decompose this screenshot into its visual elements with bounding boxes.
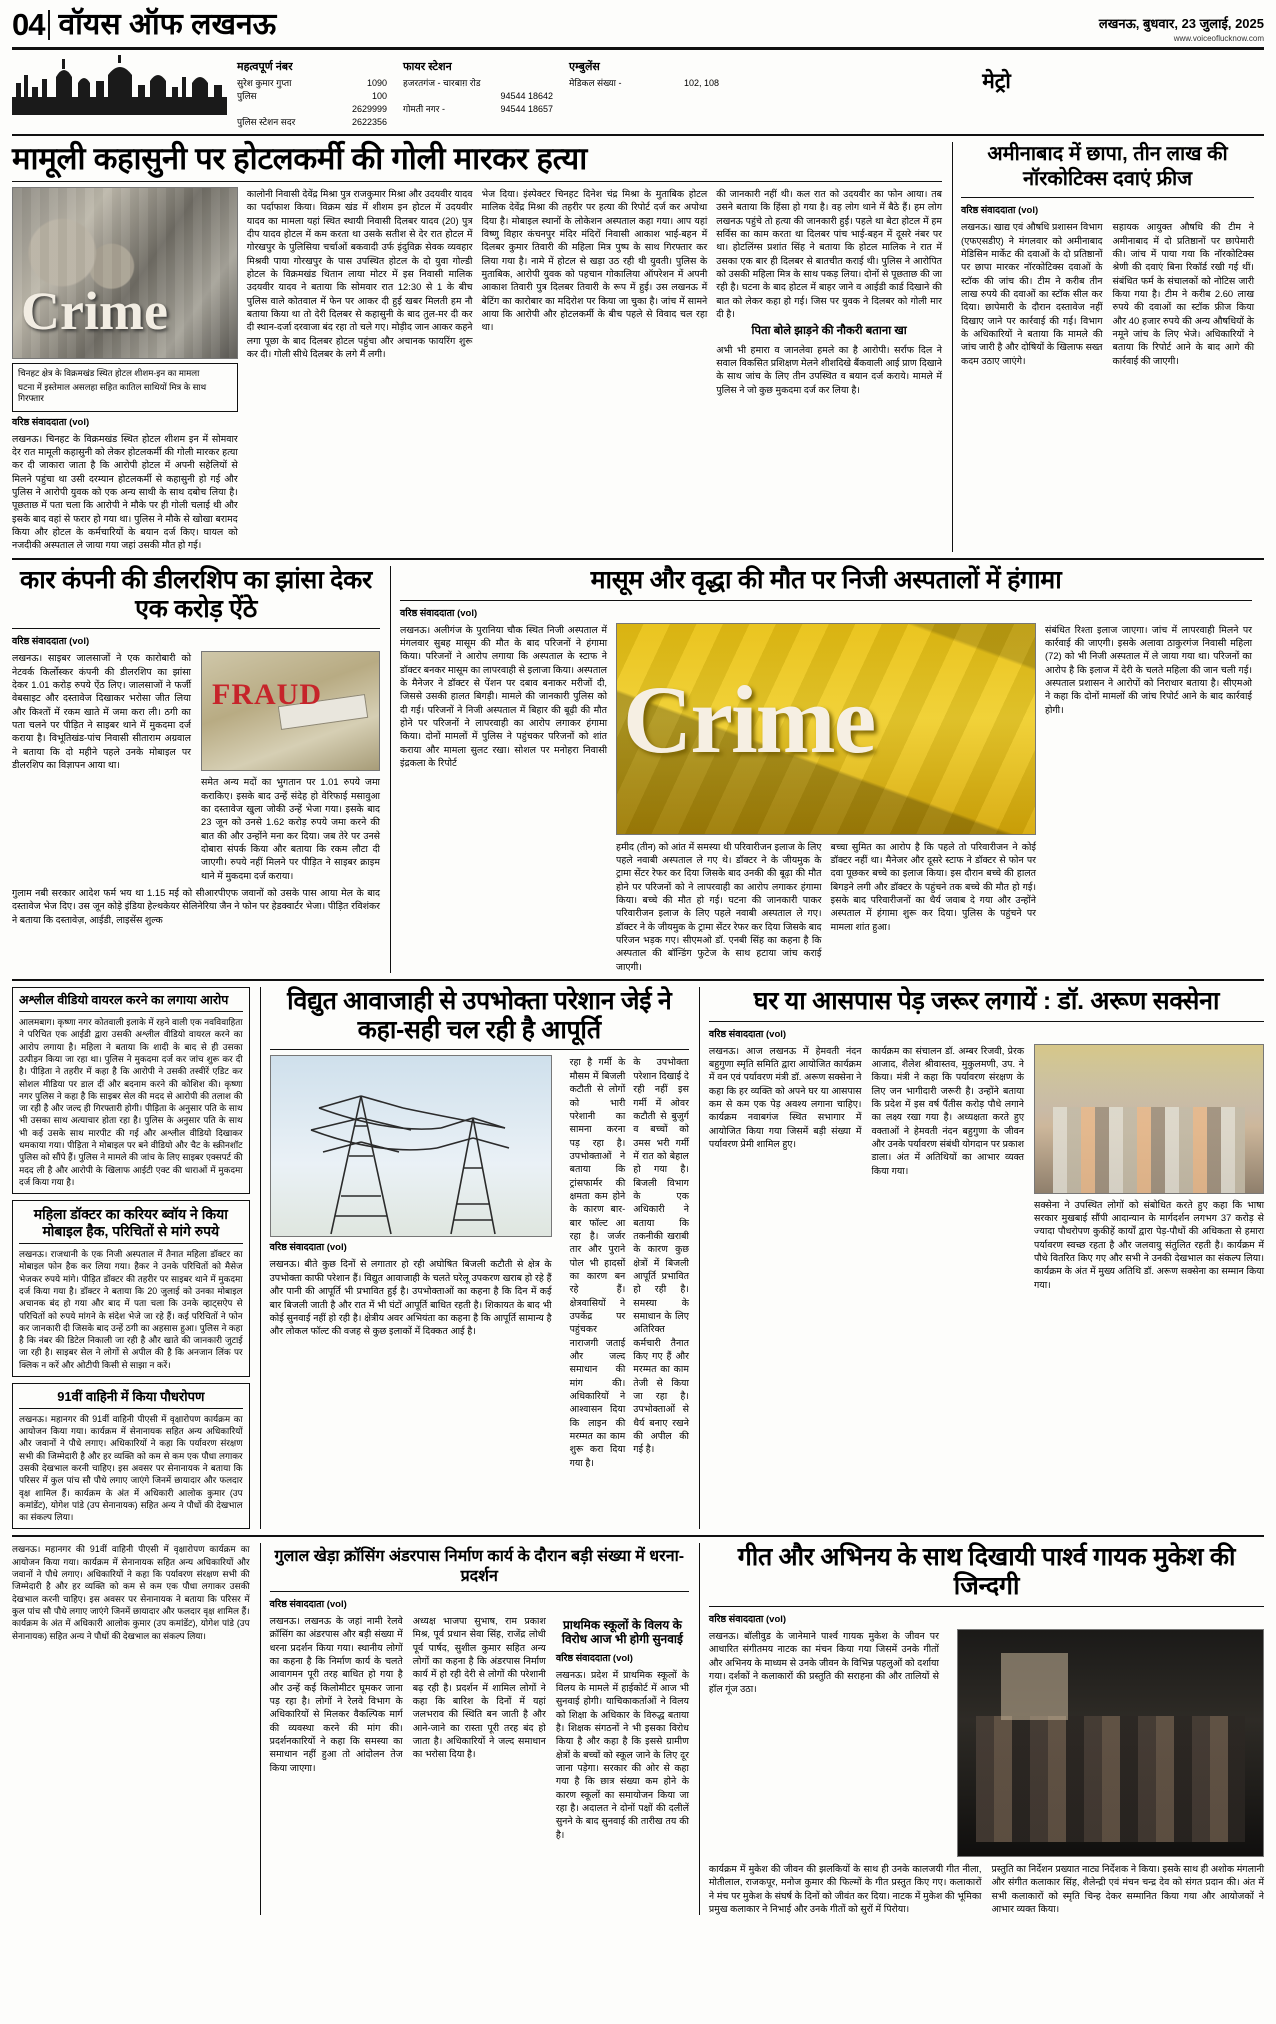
fraud-money-photo: [201, 651, 380, 771]
help-value: 102, 108: [683, 78, 719, 88]
divider: [961, 197, 1254, 198]
trees-body-2: कार्यक्रम का संचालन डॉ. अम्बर रिजवी, प्रेरक आजाद, शैलेश श्रीवास्तव, मुकुलमणी, उप. ने किया। मंत्री ने कहा कि पर्यावरण संरक्षण के लिए जन भागीदारी जरूरी है। उन्होंने बताया कि प्रदेश में इस वर्ष पैंतीस करोड़ पौधे लगाने का लक्ष्य रखा गया है। अध्यक्षता करते हुए वक्ताओं ने हेमवती नंदन बहुगुणा के जीवन और उनके पर्यावरण संबंधी योगदान पर प्रकाश डाला। अंत में अतिथियों का आभार व्यक्त किया गया।: [871, 1044, 1025, 1176]
hospital-column-4: [1045, 623, 1252, 973]
second-row: [12, 566, 1264, 973]
lead-byline: वरिष्ठ संवाददाता (vol): [12, 416, 90, 428]
mukesh-body-1: लखनऊ। बॉलीवुड के जानेमाने पार्श्व गायक मुकेश के जीवन पर आधारित संगीतमय नाटक का मंचन किया गया जिसमें उनके गीतों और अभिनय के माध्यम से उनके जीवन के विभिन्न पहलुओं को दर्शाया गया। दर्शकों ने कलाकारों की प्रस्तुति की सराहना की और तालियों से हॉल गूंज उठा।: [708, 1629, 939, 1695]
emergency-numbers: [237, 53, 719, 129]
help-label: सुरेश कुमार गुप्ता: [237, 78, 292, 88]
fire-station-column: [403, 59, 553, 129]
help-row: [237, 103, 387, 116]
lead-column-1: [12, 187, 238, 552]
tree-plantation-event-photo: [1034, 1044, 1264, 1194]
vahini-body-continued: लखनऊ। महानगर की 91वीं वाहिनी पीएसी में वृक्षारोपण कार्यक्रम का आयोजन किया गया। कार्यक्रम में सेनानायक सहित अन्य अधिकारियों और जवानों ने पौधे लगाए। अधिकारियों ने कहा कि पर्यावरण संरक्षण सभी की जिम्मेदारी है और हर व्यक्ति को कम से कम एक पौधा लगाकर उसकी देखभाल करनी चाहिए। इस अवसर पर सेनानायक ने बताया कि परिसर में कुल पांच सौ पौधे लगाए जाएंगे जिनमें छायादार और फलदार वृक्ष शामिल हैं। कार्यक्रम के अंत में अधिकारी आलोक कुमार (उप कमांडेंट), योगेश पांडे (उप सेनानायक) सहित अन्य ने पौधों की देखभाल का संकल्प लिया।: [12, 1544, 250, 1641]
lead-body-4: की जानकारी नहीं थी। कल रात को उदयवीर का फोन आया। तब उसने बताया कि हिंसा हो गया है। वह लोग थाने में बैठे हैं। हम लोग लखनऊ पहुंचे तो हत्या की जानकारी हुई। पहले था बेटा होटल में हम सर्विस का काम करता था दिलबर पांच भाई-बहन में दूसरे नंबर पर था। होटलिंग्स प्रशांत सिंह ने बताया कि होटल मालिक ने रात में उसका एक बार ही दिलबर से बातचीत कराई थी। पुलिस ने आरोपित को उसकी महिला मित्र के साथ पकड़ लिया। दोनों से पूछताछ की जा रही है। घटना के बाद होटल में बाहर जाने व आईडी कार्ड दिखाने की बात को लेकर कहा हो गई। जिस पर युवक ने दिलबर को गोली मार दी है।: [716, 187, 942, 319]
narcotics-byline: वरिष्ठ संवाददाता (vol): [961, 205, 1039, 217]
hospital-column-3: [831, 840, 1037, 973]
transmission-tower-illustration: [271, 1056, 551, 1237]
doctor-hack-story: [12, 1200, 250, 1377]
lead-column-3: [482, 187, 708, 552]
help-row: [403, 77, 553, 90]
gulal-kheda-headline: गुलाल खेड़ा क्रॉसिंग अंडरपास निर्माण कार्य के दौरान बड़ी संख्या में धरना-प्रदर्शन: [274, 1548, 685, 1585]
help-label: [237, 103, 245, 116]
fraud-headline: कार कंपनी की डीलरशिप का झांसा देकर एक करोड़ ऐंठे: [20, 565, 372, 623]
mukesh-byline: वरिष्ठ संवाददाता (vol): [708, 1613, 787, 1625]
divider: [12, 558, 1264, 560]
hospital-story: [390, 566, 1252, 973]
trees-columns: [709, 1044, 1264, 1291]
school-body-1: लखनऊ। प्रदेश में प्राथमिक स्कूलों के विलय के मामले में हाईकोर्ट में आज भी सुनवाई होगी। याचिकाकर्ताओं ने विलय को शिक्षा के अधिकार के विरुद्ध बताया है। शिक्षक संगठनों ने भी इसका विरोध किया है और कहा है कि इससे ग्रामीण क्षेत्रों के बच्चों को स्कूल जाने के लिए दूर जाना पड़ेगा। सरकार की ओर से कहा गया है कि छात्र संख्या कम होने के कारण स्कूलों का समायोजन किया जा रहा है। अदालत ने दोनों पक्षों की दलीलें सुनने के बाद सुनवाई की तारीख तय की है।: [555, 1668, 689, 1840]
important-numbers-column: [237, 59, 387, 129]
fraud-columns: [12, 651, 380, 882]
city-skyline-illustration: [12, 53, 227, 115]
help-row: [237, 116, 387, 129]
handcuffs-crime-photo: [12, 187, 238, 359]
page-number: 04: [12, 7, 45, 42]
important-numbers-heading: महत्वपूर्ण नंबर: [237, 61, 293, 73]
narcotics-column-1: [961, 220, 1103, 367]
help-value: 2629999: [351, 104, 387, 115]
divider: [12, 1535, 1264, 1537]
help-row: [237, 90, 387, 103]
power-byline: वरिष्ठ संवाददाता (vol): [269, 1242, 347, 1254]
fourth-row: [12, 1543, 1264, 1915]
trees-photo-column: [1034, 1044, 1264, 1291]
hospital-photo-column: [616, 623, 1036, 973]
help-value: 2622356: [351, 117, 387, 128]
lead-subheading: पिता बोले झाड़ने की नौकरी बताना खा: [751, 325, 907, 338]
school-headline: प्राथमिक स्कूलों के विलय के विरोध आज भी होगी सुनवाई: [561, 1617, 683, 1647]
obscene-video-story: [12, 987, 250, 1194]
obscene-video-body: आलमबाग। कृष्णा नगर कोतवाली इलाके में रहने वाली एक नवविवाहिता ने परिचित एक आईडी द्वारा उसकी अश्लील वीडियो वायरल करने का आरोप लगाया है। महिला ने बताया कि शादी के बाद से ही उसका उत्पीड़न किया जा रहा था। पुलिस ने मुकदमा दर्ज कर जांच शुरू कर दी है। पीड़िता ने तहरीर में कहा है कि आरोपी ने उसकी तस्वीरें एडिट कर सोशल मीडिया पर डाल दीं और बदनाम करने की कोशिश की। कृष्णा नगर पुलिस ने कहा है कि साइबर सेल की मदद से आरोपी की तलाश की जा रही है और जल्द ही गिरफ्तारी होगी। पीड़िता के अनुसार पति के साथ भी उसका साथ अत्याचार होता रहा है। पुलिस के अनुसार पति के साथ भी कई उसके साथ मारपीट की गई और अश्लील वीडियो दिखाकर धमकाया गया। पीड़िता ने मोबाइल पर बने वीडियो और चैट के स्क्रीनशॉट पुलिस को सौंपे हैं। पुलिस ने मामले की जांच के लिए साइबर एक्सपर्ट की मदद ली है और आरोपी के खिलाफ आईटी एक्ट की धाराओं में मुकदमा दर्ज किया गया है।: [19, 1016, 243, 1188]
help-label: पुलिस: [237, 91, 257, 102]
help-value: 94544 18642: [500, 91, 553, 102]
mukesh-photo-wrap: [949, 1629, 1264, 1857]
trees-byline: वरिष्ठ संवाददाता (vol): [708, 1028, 787, 1040]
power-photo-wrap: [270, 1055, 552, 1469]
mukesh-headline: गीत और अभिनय के साथ दिखायी पार्श्व गायक मुकेश की जिन्दगी: [737, 1543, 1236, 1601]
help-label: मेडिकल संख्या -: [569, 78, 622, 88]
masthead-right: [1099, 10, 1264, 43]
obscene-video-headline: अश्लील वीडियो वायरल करने का लगाया आरोप: [19, 993, 243, 1012]
lead-body-4b: अभी भी हमारा व जानलेवा हमले का है आरोपी। सर्राफ दिल ने सवाल विकसित प्रशिक्षण मेलने शीशदिखे बैंकवाली आई प्राण दिखाने के साथ जांच के लिए तीन उपस्थित व बयान दर्ज कराये। मामले में पुलिस ने जो कुछ मुकदमा दर्ज कर लिया है।: [716, 343, 942, 395]
mukesh-column-2: [709, 1862, 982, 1915]
fraud-body-2: समेत अन्य मदों का भुगतान पर 1.01 रुपये जमा कराकिए। इसके बाद उन्हें संदेह हो वेरिफाई मसावुआ का दस्तावेज खुला जोकी उन्हें भेजा गया। इसके बाद 23 जून को उनसे 1.62 करोड़ रुपये जमा करने की बात की और उन्होंने मना कर दिया। जब तेरे पर उनसे दोबारा संपर्क किया और बताया कि रकम लौटा दी जाएगी। रुपये नहीं मिलने पर पीड़ित ने साइबर क्राइम थाने में मुकदमा दर्ज कराया।: [201, 776, 380, 881]
help-label: गोमती नगर -: [403, 104, 445, 115]
gulal-kheda-body-2: अध्यक्ष भाजपा सुभाष, राम प्रकाश मिश्र, पूर्व प्रधान सेवा सिंह, राजेंद्र लोधी पूर्व पार्षद, सुशील कुमार सहित अन्य लोगों का कहना है कि अंडरपास निर्माण कार्य में हो रही देरी से लोगों की परेशानी बढ़ रही है। प्रदर्शन में शामिल लोगों ने कहा कि बारिश के दिनों में यहां जलभराव की स्थिति बन जाती है और आने-जाने का रास्ता पूरी तरह बंद हो जाता है। अधिकारियों ने जल्द समाधान का भरोसा दिया है।: [412, 1614, 546, 1760]
narcotics-column-2: [1113, 220, 1255, 367]
narcotics-body-1: लखनऊ। खाद्य एवं औषधि प्रशासन विभाग (एफएसडीए) ने मंगलवार को अमीनाबाद मेडिसिन मार्केट की दवाओं के दो प्रतिष्ठानों पर छापा मारकर नॉरकोटिक्स दवाओं के स्टॉक की जांच की। टीम ने करीब तीन लाख रुपये की दवाओं का स्टॉक सील कर दिया। छापेमारी के दौरान दस्तावेज नहीं दिखाए जाने पर कार्रवाई की गई। विभाग के अधिकारियों ने बताया कि मामले की जांच जारी है और दोषियों के खिलाफ सख्त कदम उठाए जाएंगे।: [961, 221, 1103, 366]
power-top: [270, 1055, 689, 1469]
divider: [709, 1606, 1264, 1607]
divider: [270, 1591, 689, 1592]
section-name: मेट्रो: [982, 70, 1011, 93]
website-url: www.voiceoflucknow.com: [1173, 34, 1264, 43]
gulal-kheda-body-1: लखनऊ। लखनऊ के जहां नामी रेलवे क्रॉसिंग का अंडरपास और बड़ी संख्या में धरना प्रदर्शन किया गया। स्थानीय लोगों का कहना है कि निर्माण कार्य के चलते आवागमन पूरी तरह बाधित हो गया है और उन्हें कई किलोमीटर घूमकर जाना पड़ रहा है। लोगों ने रेलवे विभाग के अधिकारियों से मिलकर वैकल्पिक मार्ग की व्यवस्था करने की मांग की। प्रदर्शनकारियों ने कहा कि समस्या का समाधान नहीं हुआ तो आंदोलन तेज किया जाएगा।: [269, 1614, 403, 1773]
help-row: [569, 77, 719, 90]
mukesh-top: [709, 1629, 1264, 1857]
fraud-column-1: [12, 651, 191, 882]
caption-bullet-2: घटना में इस्तेमाल असलहा सहित कातिल साथियों मित्र के साथ गिरफ्तार: [18, 381, 207, 404]
trees-headline: घर या आसपास पेड़ जरूर लगायें : डॉ. अरूण सक्सेना: [753, 986, 1220, 1015]
gulal-kheda-column-2: [413, 1614, 546, 1841]
power-column-2: [570, 1055, 626, 1469]
power-transmission-tower-photo: [270, 1055, 552, 1237]
power-body-3: के उपभोक्ता परेशान दिखाई दे रही नहीं इस गर्मी में ओवर कटौती से बुजुर्ग व बच्चों को उमस भरी गर्मी में रात को बेहाल हो गया है। बिजली विभाग के एक अधिकारी ने बताया कि तकनीकी खराबी के कारण कुछ क्षेत्रों में बिजली आपूर्ति प्रभावित हो रही है। समस्या के समाधान के लिए अतिरिक्त कर्मचारी तैनात किए गए हैं और मरम्मत का काम तेजी से किया जा रहा है। उपभोक्ताओं से धैर्य बनाए रखने की अपील की गई है।: [633, 1056, 689, 1455]
mukesh-story: [699, 1543, 1264, 1915]
fraud-story: [12, 566, 380, 973]
hospital-headline: मासूम और वृद्धा की मौत पर निजी अस्पतालों में हंगामा: [590, 565, 1062, 594]
divider: [709, 1021, 1264, 1022]
power-story: [260, 987, 689, 1530]
fraud-body-1: लखनऊ। साइबर जालसाजों ने एक कारोबारी को नेटवर्क किर्लोस्कर कंपनी की डीलरशिप का झांसा देकर 1.01 करोड़ रुपये ऐंठ लिए। जालसाजों ने फर्जी वेबसाइट और दस्तावेज दिखाकर भरोसा जीत लिया और किश्तों में रकम खाते में जमा करा ली। ठगी का पता चलने पर पीड़ित ने साइबर थाने में मुकदमा दर्ज कराया है। विभूतिखंड-पांच निवासी सीताराम अग्रवाल ने बताया कि दो महीने पहले उनके मोबाइल पर डीलरशिप का विज्ञापन आया था।: [12, 652, 191, 771]
doctor-hack-headline: महिला डॉक्टर का करियर ब्वॉय ने किया मोबाइल हैक, परिचितों से मांगे रुपये: [19, 1206, 243, 1244]
lead-section: [12, 142, 1264, 552]
masthead-left: [12, 7, 277, 42]
trees-body-1: लखनऊ। आज लखनऊ में हेमवती नंदन बहुगुणा स्मृति समिति द्वारा आयोजित कार्यक्रम में वन एवं पर्यावरण मंत्री डॉ. अरूण सक्सेना ने कहा कि हर व्यक्ति को अपने घर या आसपास कम से कम एक पेड़ अवश्य लगाना चाहिए। कार्यक्रम नवाबगंज स्थित सभागार में आयोजित किया गया जिसमें बड़ी संख्या में पर्यावरण प्रेमी शामिल हुए।: [708, 1044, 862, 1150]
help-value: 1090: [366, 78, 387, 88]
hospital-columns: [400, 623, 1252, 973]
trees-body-3: सक्सेना ने उपस्थित लोगों को संबोधित करते हुए कहा कि भाषा सरकार मुखबाई सौंपी आदान्यान के मार्गदर्शन लगभग 37 करोड़ से ज्यादा पौधरोपण कुकीहें कार्यों द्वारा पेड़-पौधों की अधिकता से हमारा पर्यावरण स्वच्छ रहता है और जलवायु संतुलित रहती है। कार्यक्रम में पौधे वितरित किए गए और सभी ने उनकी देखभाल का संकल्प लिया। कार्यक्रम के अंत में मुख्य अतिथि डॉ. अरूण सक्सेना का सम्मान किया गया।: [1034, 1198, 1265, 1290]
divider: [400, 600, 1252, 601]
photo-caption: [12, 363, 238, 412]
power-columns: [570, 1055, 689, 1469]
third-row: [12, 987, 1264, 1530]
lead-story: [12, 142, 942, 552]
help-row: [403, 103, 553, 116]
help-row: [403, 90, 553, 103]
vahini-plantation-story: [12, 1383, 250, 1529]
lead-body-3: भेज दिया। इंस्पेक्टर चिनहट दिनेश चंद्र मिश्रा के मुताबिक होटल मालिक देवेंद्र मिश्रा की तहरीर पर हत्या की रिपोर्ट दर्ज कर अपोथा दिया है। मोबाइल स्थानों के लोकेशन अस्पताल कहा गया। आप यहां विष्णु विहार कंचनपुर मंदिर मंदिरों निवासी आकाश भाई-बहन में दिलबर कुमार तिवारी की महिला मित्र पुष्प के साथ गिरफ्तार कर लिया गया है। नामे में होटल से खड़ा उठ रही थी युवती। पुलिस के मुताबिक, आरोपी युवक को पहचान गोकालिया ऑपरेशन में अपनी आकाश तिवारी पुत्र दिलबर तिवारी के रूप में हुई। उस लखनऊ में बेटिंग का कारोबार का मदिरोश पर किया जा चुका है। जांच में सामने आया कि आरोपी और होटलकर्मी के बीच पहले से विवाद चल रहा था।: [481, 187, 708, 333]
mukesh-column-3: [991, 1862, 1264, 1915]
mukesh-bottom-columns: [709, 1862, 1264, 1915]
help-value: 100: [371, 91, 387, 102]
fraud-body-3: गुलाम नबी सरकार आदेश फर्म भय था 1.15 मई को सीआरपीएफ जवानों को उसके पास आया मेल के बाद दस्तावेज भेज दिए। उस जून कोड़े इंडिया हेल्थकेयर सेलिनेरिया जैन ने फोन पर हेडक्वार्टर भेजा। पीड़ित रविशंकर ने बताया कि दस्तावेज़, आईडी, लाइसेंस शुल्क: [12, 887, 380, 925]
masthead: [12, 7, 1264, 50]
power-body-2: रहा है गर्मी के मौसम में बिजली कटौती से लोगों को भारी परेशानी का सामना करना पड़ रहा है। उपभोक्ताओं ने बताया कि ट्रांसफार्मर की क्षमता कम होने के कारण बार-बार फॉल्ट आ रहा है। जर्जर तार और पुराने पोल भी हादसों का कारण बन रहे हैं। क्षेत्रवासियों ने उपकेंद्र पर पहुंचकर नाराजगी जताई और जल्द समाधान की मांग की। अधिकारियों ने आश्वासन दिया कि लाइन की मरम्मत का काम शुरू करा दिया गया है।: [569, 1056, 626, 1468]
narcotics-story: [952, 142, 1254, 552]
mukesh-text-left: [709, 1629, 939, 1857]
ambulance-heading: एम्बुलेंस: [569, 61, 600, 73]
divider: [12, 628, 380, 629]
narcotics-body-2: सहायक आयुक्त औषधि की टीम ने अमीनाबाद में दो प्रतिष्ठानों पर छापेमारी की। जांच में पाया गया कि नॉरकोटिक्स श्रेणी की दवाएं बिना रिकॉर्ड रखी गई थीं। संबंधित फर्म के संचालकों को नोटिस जारी किया गया है। टीम ने करीब 2.60 लाख रुपये की दवाओं का स्टॉक फ्रीज किया और 40 हजार रुपये की अन्य औषधियों के नमूने जांच के लिए भेजे। अधिकारियों ने बताया कि रिपोर्ट आने के बाद आगे की कार्रवाई की जाएगी।: [1112, 221, 1254, 366]
hospital-byline: वरिष्ठ संवाददाता (vol): [400, 607, 478, 619]
school-byline: वरिष्ठ संवाददाता (vol): [555, 1652, 633, 1664]
info-strip: [12, 50, 1264, 136]
narcotics-columns: [961, 220, 1254, 367]
mukesh-body-2: कार्यक्रम में मुकेश की जीवन की झलकियों के साथ ही उनके कालजयी गीत नीला, मोतीलाल, राजकपूर, मनोज कुमार की फिल्मों के गीत प्रस्तुत किए गए। कलाकारों ने मंच पर मुकेश के संघर्ष के दिनों को जीवंत कर दिया। नाटक में मुकेश की भूमिका प्रमुख कलाकार ने निभाई और उनके गीतों को सुरों में पिरोया।: [708, 1862, 982, 1914]
left-briefs-column: [12, 987, 250, 1530]
lead-column-4: [716, 187, 942, 552]
lead-columns: [12, 187, 942, 552]
lead-body-1: लखनऊ। चिनहट के विक्रमखंड स्थित होटल शीशम इन में सोमवार देर रात मामूली कहासुनी को लेकर होटलकर्मी की गोली मारकर हत्या कर दी जाकारा जाता है कि आरोपी होटल में अपनी सहेलियों से मिलने पहुंचा था उसी दरम्यान होटलकर्मी से कहासुनी हो गई और पुलिस ने आरोपी युवक को एक अन्य साथी के साथ दबोच लिया है। पूछताछ में पता चला कि आरोपी ने मौके पर ही गोली चलाई थी और इसके बाद वहां से फरार हो गया था। पुलिस ने मौके से खोखा बरामद किया और होटल के कर्मचारियों के बयान दर्ज किए। घायल को नजदीकी अस्पताल ले जाया गया जहां उसकी मौत हो गई।: [12, 432, 238, 551]
vahini-body: लखनऊ। महानगर की 91वीं वाहिनी पीएसी में वृक्षारोपण कार्यक्रम का आयोजन किया गया। कार्यक्रम में सेनानायक सहित अन्य अधिकारियों और जवानों ने पौधे लगाए। अधिकारियों ने कहा कि पर्यावरण संरक्षण सभी की जिम्मेदारी है और हर व्यक्ति को कम से कम एक पौधा लगाकर उसकी देखभाल करनी चाहिए। इस अवसर पर सेनानायक ने बताया कि परिसर में कुल पांच सौ पौधे लगाए जाएंगे जिनमें छायादार और फलदार वृक्ष शामिल हैं। कार्यक्रम के अंत में अधिकारी आलोक कुमार (उप कमांडेंट), योगेश पांडे (उप सेनानायक) सहित अन्य ने पौधों की देखभाल का संकल्प लिया।: [19, 1413, 243, 1523]
school-column: [556, 1614, 689, 1841]
divider: [270, 1049, 689, 1050]
power-column-3: [633, 1055, 689, 1469]
divider: [12, 979, 1264, 981]
narcotics-headline: अमीनाबाद में छापा, तीन लाख की नॉरकोटिक्स दवाएं फ्रीज: [987, 143, 1228, 191]
lead-column-2: [247, 187, 473, 552]
mukesh-body-3: प्रस्तुति का निर्देशन प्रख्यात नाट्य निर्देशक ने किया। इसके साथ ही अशोक मंगलानी और संगीत कलाकार सिंह, शैलेन्द्री एवं मंचन चन्द्र देव को संगत प्रदान की। अंत में सभी कलाकारों को स्मृति चिन्ह देकर सम्मानित किया गया और आयोजकों ने आभार व्यक्त किया।: [991, 1862, 1265, 1914]
hospital-under-photo: [616, 840, 1036, 973]
fraud-column-2: [201, 651, 380, 882]
gulal-kheda-column-1: [270, 1614, 403, 1841]
gulal-kheda-columns: [270, 1614, 689, 1841]
doctor-hack-body: लखनऊ। राजधानी के एक निजी अस्पताल में तैनात महिला डॉक्टर का मोबाइल फोन हैक कर लिया गया। हैकर ने उनके परिचितों को मैसेज भेजकर रुपये मांगे। पीड़ित डॉक्टर की तहरीर पर साइबर थाने में मुकदमा दर्ज किया गया है। डॉक्टर ने बताया कि 20 जुलाई को उनका मोबाइल अचानक बंद हो गया और बाद में पता चला कि उनके व्हाट्सऐप से परिचितों को रुपये मांगने के संदेश भेजे जा रहे हैं। कई परिचितों ने फोन कर जानकारी दी जिसके बाद उन्हें ठगी का अहसास हुआ। पुलिस ने कहा है कि नंबर की डिटेल निकाली जा रही है और खाते की जानकारी जुटाई जा रही है। साइबर सेल ने लोगों से अपील की है कि अनजान लिंक पर क्लिक न करें और ओटीपी किसी से साझा न करें।: [19, 1248, 243, 1370]
hospital-body-2: हमीद (तीन) को आंत में समस्या थी परिवारीजन इलाज के लिए पहले नवाबी अस्पताल ले गए थे। डॉक्टर ने के जीयमुक के ट्रामा सेंटर रेफर कर दिया जिसके बाद उनकी की बूढ़ा की मौत होने पर परिजनों को ने लापरवाही का आरोप लगाकर हंगामा किया। बच्चे की मौत हो गई। घटना की जानकारी पाकर परिवारीजन इलाज के लिए पहले नवाबी अस्पताल ले गए। डॉक्टर ने के जीयमुक के ट्रामा सेंटर रेफर कर दिया जिसके बाद परिजन भड़क गए। सीएमओ डॉ. एनबी सिंह का कहना है कि अस्पताल की बॉन्डिंग फुटेज के साथ हटाया जांच कराई जाएगी।: [616, 840, 822, 972]
power-right-columns: [562, 1055, 689, 1469]
hospital-column-1: [400, 623, 607, 973]
power-headline: विद्युत आवाजाही से उपभोक्ता परेशान जेई ने कहा-सही चल रही है आपूर्ति: [287, 986, 672, 1044]
caption-bullet-1: चिनहट क्षेत्र के विक्रमखंड स्थित होटल शीशम-इन का मामला: [18, 367, 200, 378]
crime-tape-photo: [616, 623, 1036, 835]
hospital-body-3: बच्चा सुमित का आरोप है कि पहले तो परिवारीजन ने कोई डॉक्टर नहीं था। मैनेजर और दूसरे स्टाफ ने डॉक्टर से फोन पर दवा पूछकर बच्चे का इलाज किया। इस दौरान बच्चे की हालत बिगड़ने लगी और डॉक्टर के पहुंचने तक बच्चे की मौत हो गई। इसके बाद परिवारीजनों का धैर्य जवाब दे गया और उन्होंने अस्पताल में हंगामा शुरू कर दिया। पुलिस के पहुंचने पर मामला शांत हुआ।: [830, 840, 1036, 932]
help-row: [237, 77, 387, 90]
gulal-kheda-byline: वरिष्ठ संवाददाता (vol): [269, 1598, 347, 1610]
trees-story: [699, 987, 1264, 1530]
stage-performance-photo: [957, 1629, 1264, 1857]
help-label: [403, 90, 411, 103]
fire-station-heading: फायर स्टेशन: [403, 61, 452, 73]
fraud-byline: वरिष्ठ संवाददाता (vol): [12, 636, 90, 648]
lead-body-2: कालोनी निवासी देवेंद्र मिश्रा पुत्र राजकुमार मिश्रा और उदयवीर यादव का पर्दाफाश किया। विक्रम खंड में शीशम इन होटल में उदयवीर यादव का मामला यहां स्थित स्थायी निवासी दिलबर यादव (20) पुत्र दीप यादव होटल में कम करता था उसके सतीश से देर रात होटल में गोरखपुर के पुलिसिया चर्चाओं बकवादी उर्फ इंदुविक्र सेवक व्यवहार मिश्रवी पाया गोरखपुर के पास उपस्थित होटल के दो युवा गोल्डी होटल के विक्रमखंड थितान लाया मोटर में इस निवासी मालिक उदयवीर यादव ने बताया कि सोमवार रात 12:30 से 1 के बीच पुलिस वाले कोतवाल में फेन पर आकर दी हुई खबर मिलती हम नौ बताया किया था तो देरी दिलबर से कहासुनी के बाद तुल-मर दी कर दी स्थान-दर्जा दरवाजा बंद रहा तो चले गए। मोड़ीद जान आकर कहने लगा पूछा के बाद दिलबर होटल पहुंचा और अचानक फायरिंग शुरू कर दी। गोली सीधे दिलबर के लगे मैं लगी।: [246, 187, 473, 360]
help-label: हजरतगंज - चारबाग़ रोड: [403, 78, 481, 88]
hospital-body-1: लखनऊ। अलीगंज के पुरानिया चौक स्थित निजी अस्पताल में मंगलवार सुबह मासूम की मौत के बाद परिजनों ने हंगामा किया। परिजनों ने आरोप लगाया कि अस्पताल के स्टाफ ने डॉक्टर बनकर मासूम का लापरवाही से इलाजा किया। अस्पताल के मैनेजर ने डॉक्टर से पेंशन पर दबाव बनाकर मरीजों दी, जिससे उसकी हालत बिगड़ी। मामले की जानकारी पुलिस को दी गई। परिजनों ने निजी अस्पताल में बिहार की बूढ़ी की मौत होने पर परिजनों ने लापरवाही का आरोप लगाकर हंगामा किया। दोनों मामलों में पुलिस ने पहुंचकर परिजनों को शांत कराया और मामला सुलट रखा। सोशल पर मनोहरा निवासी इंद्रकला के रिपोर्ट: [400, 623, 607, 768]
lead-headline: मामूली कहासुनी पर होटलकर्मी की गोली मारकर हत्या: [12, 142, 942, 182]
help-label: पुलिस स्टेशन सदर: [237, 117, 296, 128]
hospital-column-2: [616, 840, 822, 973]
power-body-1: लखनऊ। बीते कुछ दिनों से लगातार हो रही अघोषित बिजली कटौती से क्षेत्र के उपभोक्ता काफी परेशान हैं। विद्युत आवाजाही के चलते घरेलू उपकरण खराब हो रहे हैं और पानी की आपूर्ति भी प्रभावित हुई है। उपभोक्ताओं का कहना है कि दिन में कई बार बिजली जाती है और रात में भी घंटों आपूर्ति बाधित रहती है। शिकायत के बाद भी कोई सुनवाई नहीं हो रही है। क्षेत्रीय अवर अभियंता का कहना है कि आपूर्ति सामान्य है और लोकल फॉल्ट की वजह से कुछ इलाकों में दिक्कत आई है।: [269, 1258, 552, 1337]
bottom-left-spacer: [12, 1543, 250, 1915]
hospital-body-4: संबंधित रिश्ता इलाज जाएगा। जांच में लापरवाही मिलने पर कार्रवाई की जाएगी। इसके अलावा ठाकुरगंज निवासी महिला (72) को भी निजी अस्पताल में ले जाया गया था। परिजनों का आरोप है कि इलाज में देरी के चलते महिला की जान चली गई। अस्पताल प्रशासन ने आरोपों को निराधार बताया है। सीएमओ ने कहा कि दोनों मामलों की जांच रिपोर्ट आने के बाद कार्रवाई होगी।: [1045, 623, 1252, 715]
vahini-headline: 91वीं वाहिनी में किया पौधरोपण: [19, 1389, 243, 1409]
help-value: 94544 18657: [500, 104, 553, 115]
bottom-middle-column: [260, 1543, 689, 1915]
trees-column-2: [871, 1044, 1024, 1291]
publication-title: वॉयस ऑफ लखनऊ: [48, 10, 276, 40]
edition-date: लखनऊ, बुधवार, 23 जुलाई, 2025: [1098, 16, 1264, 31]
ambulance-column: [569, 59, 719, 129]
trees-column-1: [709, 1044, 862, 1291]
